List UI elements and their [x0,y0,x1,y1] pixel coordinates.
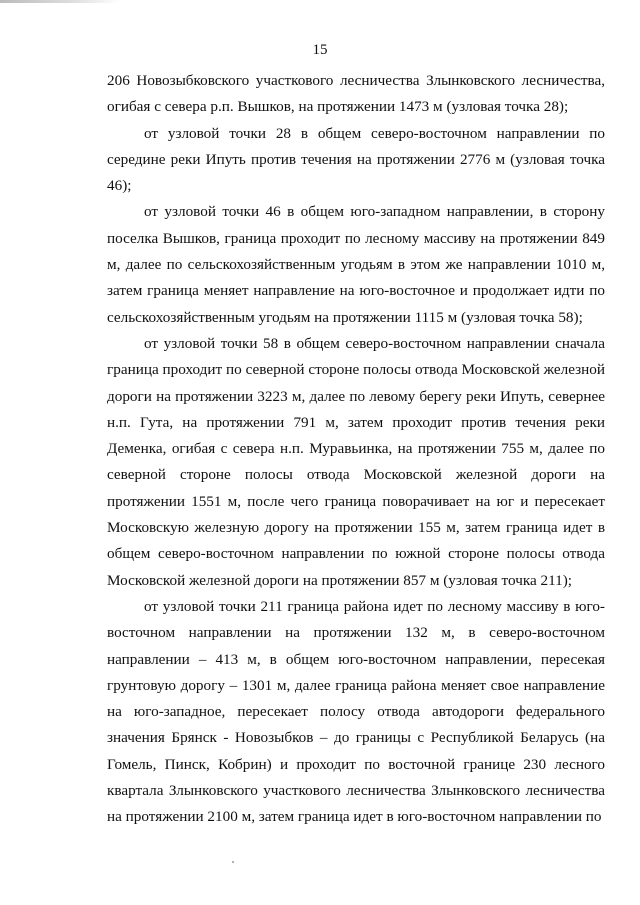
scan-speck [232,861,234,863]
paragraph-1: 206 Новозыбковского участкового лесничества Злынковского лесничества, огибая с севера р.п. Вышков, на протяжении 1473 м (узловая точка 28); [107,72,605,116]
page-number: 15 [312,42,328,58]
paragraph-5: от узловой точки 211 граница района идет по лесному массиву в юго-восточном направлении на протяжении 132 м, в северо-восточном направлении – 413 м, в общем юго-восточном направлении, пересекая грунтовую дорогу – 1301 м, далее граница района меняет свое направление на юго-западное, пересекает полосу отвода автодороги федерального значения Брянск - Новозыбков – до границы с Республикой Беларусь (на Гомель, Пинск, Кобрин) и проходит по восточной границе 230 лесного квартала Злынковского участкового лесничества Злынковского лесничества на протяжении 2100 м, затем граница идет в юго-восточном направлении по [107,597,605,826]
scan-edge-mark [0,0,120,3]
paragraph-2: от узловой точки 28 в общем северо-восточном направлении по середине реки Ипуть против течения на протяжении 2776 м (узловая точка 46); [107,124,605,195]
document-body [107,68,605,831]
paragraph-4: от узловой точки 58 в общем северо-восточном направлении сначала граница проходит по северной стороне полосы отвода Московской железной дороги на протяжении 3223 м, далее по левому берегу реки Ипуть, севернее н.п. Гута, на протяжении 791 м, затем проходит против течения реки Деменка, огибая с севера н.п. Муравьинка, на протяжении 755 м, далее по северной стороне полосы отвода Московской железной дороги на протяжении 1551 м, после чего граница поворачивает на юг и пересекает Московскую железную дорогу на протяжении 155 м, затем граница идет в общем северо-восточном направлении по южной стороне полосы отвода Московской железной дороги на протяжении 857 м (узловая точка 211); [107,334,605,589]
paragraph-3: от узловой точки 46 в общем юго-западном направлении, в сторону поселка Вышков, граница проходит по лесному массиву на протяжении 849 м, далее по сельскохозяйственным угодьям в этом же направлении 1010 м, затем граница меняет направление на юго-восточное и продолжает идти по сельскохозяйственным угодьям на протяжении 1115 м (узловая точка 58); [107,203,605,326]
